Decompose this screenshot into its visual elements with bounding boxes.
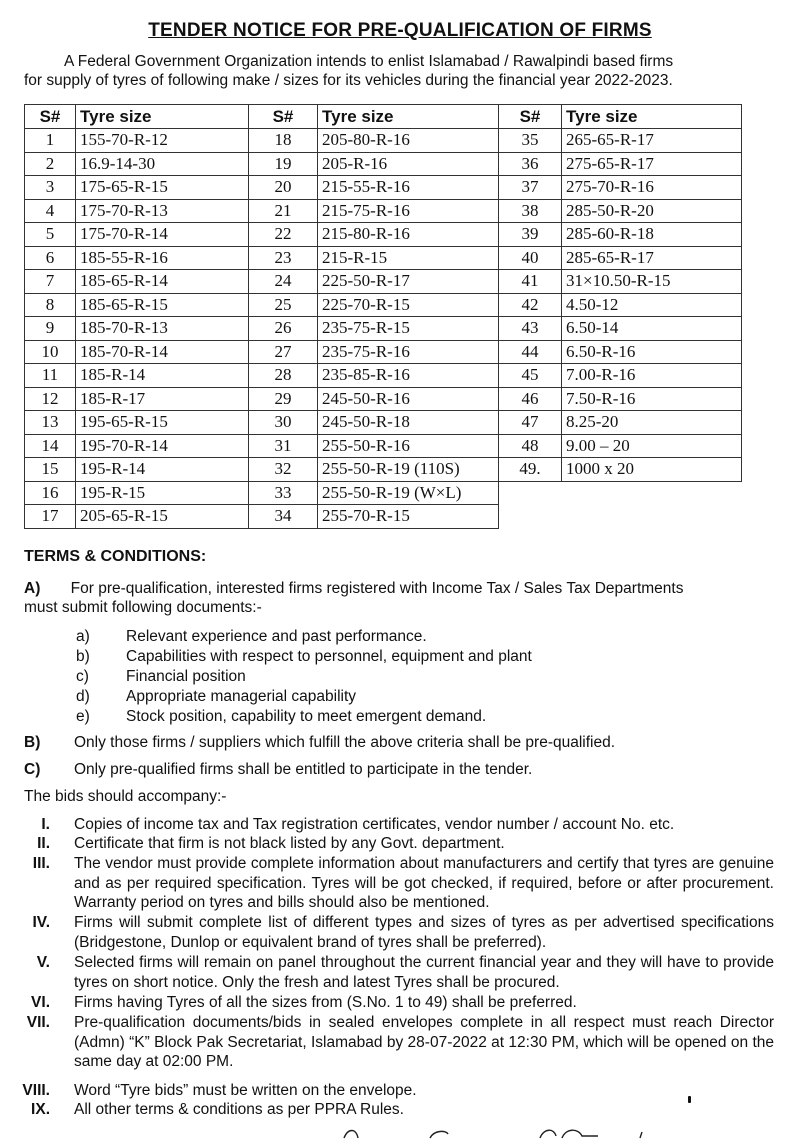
tyre-size-cell: 255-50-R-19 (110S) — [318, 458, 499, 482]
tyre-size-cell: 6.50-R-16 — [562, 340, 742, 364]
sub-item-marker: e) — [76, 708, 90, 725]
bid-item-text: Copies of income tax and Tax registration certificates, vendor number / account No. etc. — [74, 816, 675, 833]
tyre-size-cell: 235-75-R-15 — [318, 317, 499, 341]
term-c-marker: C) — [24, 761, 41, 778]
bid-item-number: IX. — [31, 1101, 50, 1118]
serial-number-cell: 19 — [249, 152, 318, 176]
tyre-size-cell: 4.50-12 — [562, 293, 742, 317]
tyre-size-cell: 275-70-R-16 — [562, 176, 742, 200]
tyre-size-cell: 235-85-R-16 — [318, 364, 499, 388]
serial-number-cell: 43 — [499, 317, 562, 341]
tyre-size-cell: 215-R-15 — [318, 246, 499, 270]
serial-number-cell: 22 — [249, 223, 318, 247]
sub-item-text: Relevant experience and past performance. — [126, 628, 427, 645]
serial-number-cell: 30 — [249, 411, 318, 435]
tyre-size-cell: 185-70-R-14 — [76, 340, 249, 364]
bid-item-text: All other terms & conditions as per PPRA Rules. — [74, 1101, 404, 1118]
table-row — [25, 434, 742, 458]
tyre-size-cell: 225-70-R-15 — [318, 293, 499, 317]
serial-number-cell: 41 — [499, 270, 562, 294]
table-header-row — [25, 105, 742, 129]
column-header: Tyre size — [318, 105, 499, 129]
serial-number-cell: 46 — [499, 387, 562, 411]
tyre-size-cell: 195-R-15 — [76, 481, 249, 505]
serial-number-cell: 47 — [499, 411, 562, 435]
serial-number-cell: 23 — [249, 246, 318, 270]
serial-number-cell: 16 — [25, 481, 76, 505]
table-row — [25, 223, 742, 247]
terms-title: TERMS & CONDITIONS: — [24, 548, 207, 565]
notice-intro — [24, 52, 774, 90]
serial-number-cell: 1 — [25, 129, 76, 153]
tyre-size-cell: 235-75-R-16 — [318, 340, 499, 364]
bid-item-text: Pre-qualification documents/bids in sealed envelopes complete in all respect must reach Director (Admn) “K” Block Pak Secretariat, Islamabad by 28-07-2022 at 12:30 PM, which will be opened on the same day at 02:00 PM. — [74, 1014, 774, 1070]
sub-item-text: Capabilities with respect to personnel, equipment and plant — [126, 648, 532, 665]
tyre-size-cell: 195-70-R-14 — [76, 434, 249, 458]
sub-item-text: Financial position — [126, 668, 246, 685]
serial-number-cell: 40 — [499, 246, 562, 270]
serial-number-cell: 2 — [25, 152, 76, 176]
tyre-size-table — [24, 104, 742, 529]
serial-number-cell: 29 — [249, 387, 318, 411]
serial-number-cell: 34 — [249, 505, 318, 529]
tyre-size-cell: 225-50-R-17 — [318, 270, 499, 294]
tyre-size-cell: 215-55-R-16 — [318, 176, 499, 200]
sub-item-marker: d) — [76, 688, 90, 705]
serial-number-cell: 38 — [499, 199, 562, 223]
intro-line-2: for supply of tyres of following make / sizes for its vehicles during the financial year 2022-2023. — [24, 72, 673, 89]
serial-number-cell: 21 — [249, 199, 318, 223]
serial-number-cell: 35 — [499, 129, 562, 153]
tyre-size-cell: 175-65-R-15 — [76, 176, 249, 200]
serial-number-cell: 28 — [249, 364, 318, 388]
serial-number-cell: 18 — [249, 129, 318, 153]
serial-number-cell: 39 — [499, 223, 562, 247]
tyre-size-cell: 255-70-R-15 — [318, 505, 499, 529]
table-row — [25, 364, 742, 388]
serial-number-cell: 4 — [25, 199, 76, 223]
table-row — [25, 246, 742, 270]
tyre-size-cell: 205-65-R-15 — [76, 505, 249, 529]
serial-number-cell: 7 — [25, 270, 76, 294]
table-row — [25, 411, 742, 435]
term-a-line2: must submit following documents:- — [24, 599, 262, 616]
column-header: S# — [249, 105, 318, 129]
serial-number-cell — [499, 481, 562, 505]
serial-number-cell: 15 — [25, 458, 76, 482]
tyre-size-cell: 185-R-17 — [76, 387, 249, 411]
bid-item-number: II. — [37, 835, 50, 852]
bid-item-number: VIII. — [22, 1082, 50, 1099]
tyre-size-cell: 215-80-R-16 — [318, 223, 499, 247]
tyre-size-cell: 195-65-R-15 — [76, 411, 249, 435]
term-b-text: Only those firms / suppliers which fulfill the above criteria shall be pre-qualified. — [74, 734, 616, 751]
serial-number-cell: 6 — [25, 246, 76, 270]
sub-item-marker: a) — [76, 628, 90, 645]
tyre-size-cell — [562, 481, 742, 505]
tyre-size-cell: 245-50-R-16 — [318, 387, 499, 411]
serial-number-cell: 48 — [499, 434, 562, 458]
tyre-size-cell: 195-R-14 — [76, 458, 249, 482]
sub-item-text: Appropriate managerial capability — [126, 688, 357, 705]
tyre-size-cell: 265-65-R-17 — [562, 129, 742, 153]
serial-number-cell: 5 — [25, 223, 76, 247]
tyre-size-cell: 285-60-R-18 — [562, 223, 742, 247]
sub-item-marker: b) — [76, 648, 90, 665]
serial-number-cell: 25 — [249, 293, 318, 317]
serial-number-cell: 42 — [499, 293, 562, 317]
bid-item-number: VI. — [31, 994, 50, 1011]
serial-number-cell: 10 — [25, 340, 76, 364]
serial-number-cell: 49. — [499, 458, 562, 482]
tyre-size-cell: 175-70-R-13 — [76, 199, 249, 223]
tyre-size-cell: 175-70-R-14 — [76, 223, 249, 247]
tyre-size-cell: 8.25-20 — [562, 411, 742, 435]
serial-number-cell: 33 — [249, 481, 318, 505]
column-header: S# — [499, 105, 562, 129]
bids-intro: The bids should accompany:- — [24, 788, 227, 805]
column-header: S# — [25, 105, 76, 129]
bid-item-number: I. — [41, 816, 50, 833]
bid-item-text: Word “Tyre bids” must be written on the envelope. — [74, 1082, 417, 1099]
bid-item-text: Firms will submit complete list of different types and sizes of tyres as per advertised specifications (Bridgestone, Dunlop or equivalent brand of tyres shall be preferred). — [74, 914, 774, 951]
serial-number-cell: 14 — [25, 434, 76, 458]
tyre-size-cell: 185-65-R-15 — [76, 293, 249, 317]
term-c-text: Only pre-qualified firms shall be entitled to participate in the tender. — [74, 761, 533, 778]
handwriting-mark — [330, 1124, 730, 1140]
term-b-marker: B) — [24, 734, 41, 751]
sub-item-text: Stock position, capability to meet emergent demand. — [126, 708, 487, 725]
serial-number-cell: 26 — [249, 317, 318, 341]
tyre-size-cell: 255-50-R-16 — [318, 434, 499, 458]
tyre-size-cell: 155-70-R-12 — [76, 129, 249, 153]
serial-number-cell: 36 — [499, 152, 562, 176]
tyre-size-cell: 7.50-R-16 — [562, 387, 742, 411]
tyre-size-cell: 185-70-R-13 — [76, 317, 249, 341]
serial-number-cell — [499, 505, 562, 529]
table-row — [25, 458, 742, 482]
table-row — [25, 387, 742, 411]
term-b — [24, 733, 774, 752]
table-row — [25, 199, 742, 223]
serial-number-cell: 11 — [25, 364, 76, 388]
tyre-size-cell: 255-50-R-19 (W×L) — [318, 481, 499, 505]
tyre-size-cell: 205-80-R-16 — [318, 129, 499, 153]
table-row — [25, 176, 742, 200]
tyre-size-cell: 185-R-14 — [76, 364, 249, 388]
tyre-size-cell: 31×10.50-R-15 — [562, 270, 742, 294]
table-row — [25, 505, 742, 529]
notice-title: TENDER NOTICE FOR PRE-QUALIFICATION OF FIRMS — [148, 20, 652, 41]
table-row — [25, 129, 742, 153]
term-a-marker: A) — [24, 580, 41, 597]
serial-number-cell: 3 — [25, 176, 76, 200]
table-row — [25, 340, 742, 364]
serial-number-cell: 32 — [249, 458, 318, 482]
bid-item-number: V. — [36, 954, 50, 971]
column-header: Tyre size — [562, 105, 742, 129]
serial-number-cell: 37 — [499, 176, 562, 200]
bid-item-number: IV. — [32, 914, 50, 931]
ink-mark — [688, 1096, 691, 1103]
bid-item-number: VII. — [26, 1014, 50, 1031]
sub-item-marker: c) — [76, 668, 89, 685]
term-c — [24, 760, 774, 779]
bid-item-text: The vendor must provide complete information about manufacturers and certify that tyres are genuine and as per required specification. Tyres will be got checked, if required, before or after procurement. Warranty period on tyres and bills should also be mentioned. — [74, 855, 774, 911]
serial-number-cell: 31 — [249, 434, 318, 458]
term-a-line1: For pre-qualification, interested firms registered with Income Tax / Sales Tax Departments — [70, 580, 684, 597]
tyre-size-cell: 245-50-R-18 — [318, 411, 499, 435]
table-row — [25, 152, 742, 176]
serial-number-cell: 17 — [25, 505, 76, 529]
tyre-size-cell: 185-65-R-14 — [76, 270, 249, 294]
bid-item-text: Certificate that firm is not black listed by any Govt. department. — [74, 835, 505, 852]
tyre-size-cell: 16.9-14-30 — [76, 152, 249, 176]
table-row — [25, 293, 742, 317]
tyre-size-cell: 7.00-R-16 — [562, 364, 742, 388]
table-row — [25, 317, 742, 341]
bid-item-text: Selected firms will remain on panel throughout the current financial year and they will have to provide tyres on short notice. Only the fresh and latest Tyres shall be procured. — [74, 954, 774, 991]
tyre-size-cell — [562, 505, 742, 529]
bid-item-text: Firms having Tyres of all the sizes from (S.No. 1 to 49) shall be preferred. — [74, 994, 577, 1011]
serial-number-cell: 27 — [249, 340, 318, 364]
intro-line-1: A Federal Government Organization intends to enlist Islamabad / Rawalpindi based firms — [64, 53, 674, 70]
column-header: Tyre size — [76, 105, 249, 129]
term-a — [24, 579, 774, 617]
tyre-size-cell: 1000 x 20 — [562, 458, 742, 482]
tyre-size-cell: 185-55-R-16 — [76, 246, 249, 270]
table-row — [25, 481, 742, 505]
tyre-size-cell: 275-65-R-17 — [562, 152, 742, 176]
serial-number-cell: 45 — [499, 364, 562, 388]
serial-number-cell: 9 — [25, 317, 76, 341]
serial-number-cell: 13 — [25, 411, 76, 435]
serial-number-cell: 44 — [499, 340, 562, 364]
serial-number-cell: 20 — [249, 176, 318, 200]
bid-item-number: III. — [32, 855, 50, 872]
tyre-size-cell: 215-75-R-16 — [318, 199, 499, 223]
serial-number-cell: 12 — [25, 387, 76, 411]
table-body — [25, 129, 742, 529]
table-row — [25, 270, 742, 294]
tyre-size-cell: 285-50-R-20 — [562, 199, 742, 223]
tyre-size-cell: 285-65-R-17 — [562, 246, 742, 270]
serial-number-cell: 24 — [249, 270, 318, 294]
tyre-size-cell: 205-R-16 — [318, 152, 499, 176]
serial-number-cell: 8 — [25, 293, 76, 317]
tyre-size-cell: 6.50-14 — [562, 317, 742, 341]
tyre-size-cell: 9.00 – 20 — [562, 434, 742, 458]
